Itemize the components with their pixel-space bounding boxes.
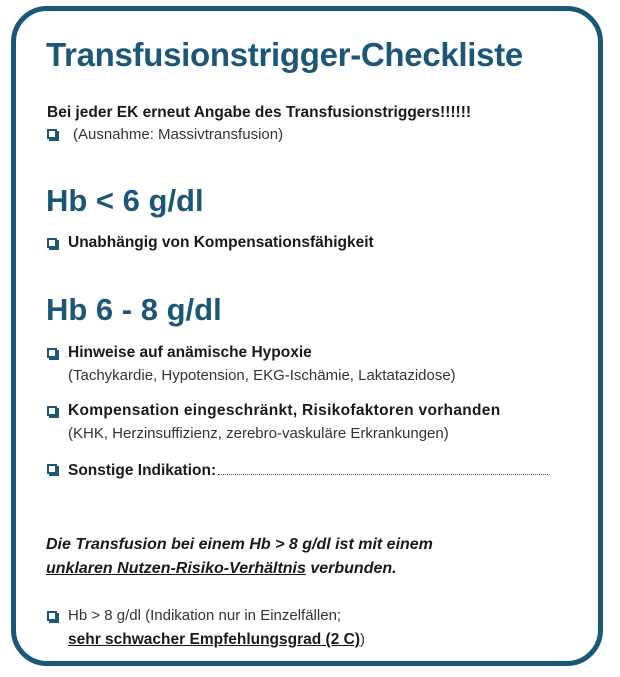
statement-rest: verbunden.: [305, 560, 397, 577]
section2-item-label: Hinweise auf anämische Hypoxie: [68, 344, 312, 361]
checkbox-exception[interactable]: [47, 129, 57, 139]
checkbox-sonstige[interactable]: [47, 464, 57, 474]
statement-line1: Die Transfusion bei einem Hb > 8 g/dl ist mit einem: [46, 536, 433, 553]
statement-underlined: unklaren Nutzen-Risiko-Verhältnis: [46, 560, 306, 577]
section1-item-label: Unabhängig von Kompensationsfähigkeit: [68, 234, 374, 251]
final-item-underlined: sehr schwacher Empfehlungsgrad (2 C): [68, 631, 360, 648]
final-item-line1: Hb > 8 g/dl (Indikation nur in Einzelfällen;: [68, 607, 342, 624]
checkbox-hb-over-8[interactable]: [47, 611, 57, 621]
intro-exception: (Ausnahme: Massivtransfusion): [73, 126, 284, 143]
section2-heading: Hb 6 - 8 g/dl: [46, 292, 222, 327]
final-item-rest: ): [360, 631, 365, 648]
sonstige-fill-line[interactable]: [218, 460, 548, 475]
page-title: Transfusionstrigger-Checkliste: [46, 36, 523, 73]
section2-item-label: Kompensation eingeschränkt, Risikofaktoren vorhanden: [68, 402, 501, 419]
checkbox-independent[interactable]: [47, 238, 57, 248]
section1-heading: Hb < 6 g/dl: [46, 183, 204, 218]
checkbox-hypoxie[interactable]: [47, 348, 57, 358]
section2-item-detail: (KHK, Herzinsuffizienz, zerebro-vaskuläre Erkrankungen): [68, 425, 449, 442]
sonstige-label: Sonstige Indikation:: [68, 462, 217, 479]
intro-line: Bei jeder EK erneut Angabe des Transfusionstriggers!!!!!!: [47, 104, 472, 121]
section2-item-detail: (Tachykardie, Hypotension, EKG-Ischämie, Laktatazidose): [68, 367, 456, 384]
statement-line2: [46, 560, 397, 578]
section2-item-sonstige: [68, 460, 548, 480]
checkbox-kompensation[interactable]: [47, 406, 57, 416]
final-item-line2: [68, 631, 365, 649]
